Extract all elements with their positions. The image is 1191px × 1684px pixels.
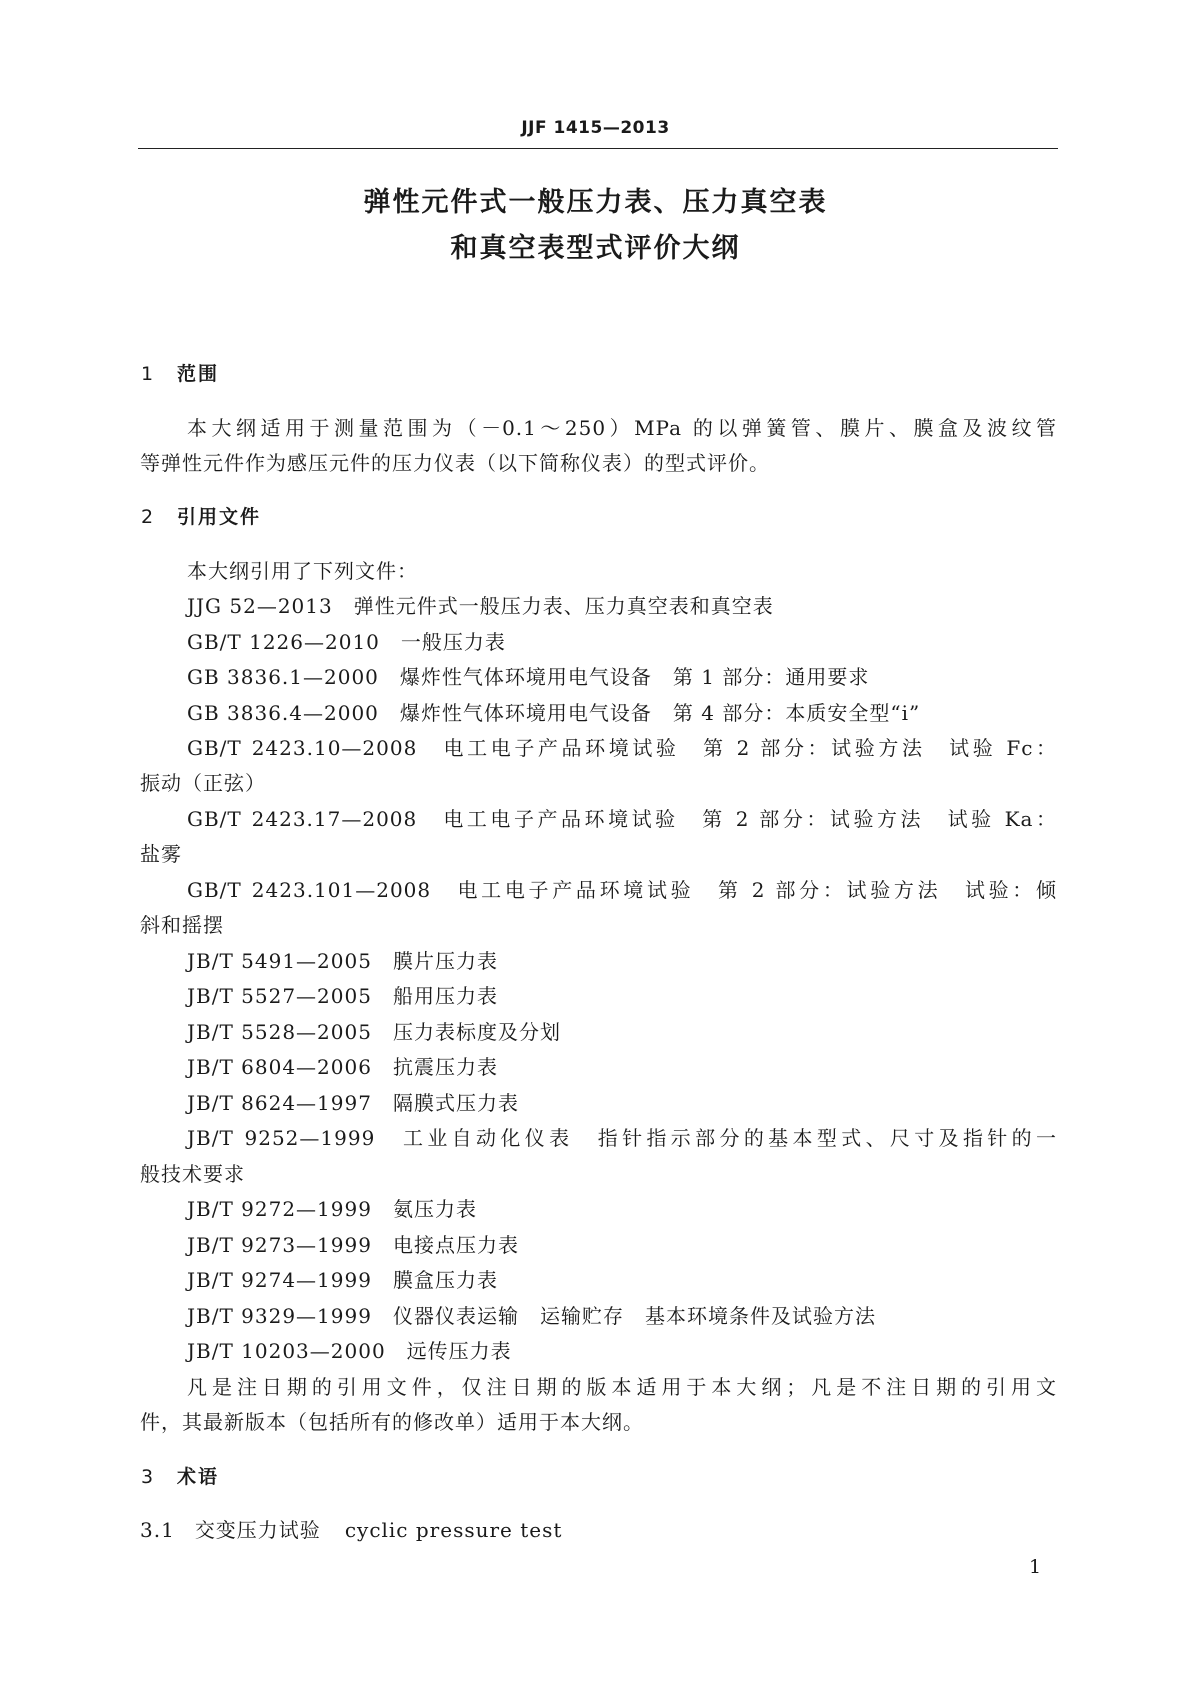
reference-item: JB/T 9252—1999 工业自动化仪表 指针指示部分的基本型式、尺寸及指针的一 <box>187 1126 1057 1150</box>
reference-item: JB/T 5491—2005 膜片压力表 <box>187 949 498 973</box>
scope-paragraph-line-2: 等弹性元件作为感压元件的压力仪表（以下简称仪表）的型式评价。 <box>140 451 770 475</box>
section-title: 术语 <box>177 1466 220 1488</box>
section-number: 2 <box>141 506 156 528</box>
reference-item: JJG 52—2013 弹性元件式一般压力表、压力真空表和真空表 <box>187 594 774 618</box>
running-header: JJF 1415—2013 <box>521 118 670 138</box>
page-number: 1 <box>1029 1556 1042 1578</box>
reference-item: GB 3836.4—2000 爆炸性气体环境用电气设备 第 4 部分：本质安全型“i” <box>187 701 921 725</box>
scope-paragraph-line-1: 本大纲适用于测量范围为（－0.1～250）MPa 的以弹簧管、膜片、膜盒及波纹管 <box>187 416 1057 440</box>
reference-item: JB/T 9274—1999 膜盒压力表 <box>187 1268 498 1292</box>
reference-item: GB/T 2423.101—2008 电工电子产品环境试验 第 2 部分：试验方法 试验：倾 <box>187 878 1057 902</box>
reference-item: GB/T 1226—2010 一般压力表 <box>187 630 506 654</box>
reference-item: JB/T 5527—2005 船用压力表 <box>187 984 498 1008</box>
reference-item: GB/T 2423.17—2008 电工电子产品环境试验 第 2 部分：试验方法 试验 Ka： <box>187 807 1057 831</box>
references-intro: 本大纲引用了下列文件： <box>187 559 418 583</box>
reference-item: JB/T 6804—2006 抗震压力表 <box>187 1055 498 1079</box>
header-rule <box>138 148 1058 149</box>
reference-item: GB 3836.1—2000 爆炸性气体环境用电气设备 第 1 部分：通用要求 <box>187 665 870 689</box>
document-title-line-1: 弹性元件式一般压力表、压力真空表 <box>363 187 828 218</box>
references-closing-line-2: 件，其最新版本（包括所有的修改单）适用于本大纲。 <box>140 1410 644 1434</box>
reference-item-continuation: 般技术要求 <box>140 1162 245 1186</box>
reference-item-continuation: 盐雾 <box>140 842 182 866</box>
reference-item-continuation: 振动（正弦） <box>140 771 266 795</box>
term-number: 3.1 <box>140 1518 175 1542</box>
section-heading-terms <box>141 1462 219 1489</box>
reference-item: JB/T 5528—2005 压力表标度及分划 <box>187 1020 561 1044</box>
reference-item: JB/T 10203—2000 远传压力表 <box>187 1339 512 1363</box>
section-number: 3 <box>141 1466 156 1488</box>
section-number: 1 <box>141 363 156 385</box>
reference-item: GB/T 2423.10—2008 电工电子产品环境试验 第 2 部分：试验方法 试验 Fc： <box>187 736 1057 760</box>
references-closing-line-1: 凡是注日期的引用文件，仅注日期的版本适用于本大纲；凡是不注日期的引用文 <box>187 1375 1057 1399</box>
section-title: 范围 <box>177 363 220 385</box>
reference-item: JB/T 9273—1999 电接点压力表 <box>187 1233 519 1257</box>
reference-item: JB/T 9329—1999 仪器仪表运输 运输贮存 基本环境条件及试验方法 <box>187 1304 876 1328</box>
document-title-line-2: 和真空表型式评价大纲 <box>450 233 741 264</box>
section-heading-references <box>141 502 261 529</box>
term-chinese: 交变压力试验 <box>194 1518 321 1542</box>
reference-item: JB/T 9272—1999 氨压力表 <box>187 1197 477 1221</box>
section-title: 引用文件 <box>177 506 262 528</box>
reference-item: JB/T 8624—1997 隔膜式压力表 <box>187 1091 519 1115</box>
reference-item-continuation: 斜和摇摆 <box>140 913 224 937</box>
term-english: cyclic pressure test <box>344 1518 563 1542</box>
section-heading-scope <box>141 359 219 386</box>
term-entry <box>140 1514 562 1543</box>
